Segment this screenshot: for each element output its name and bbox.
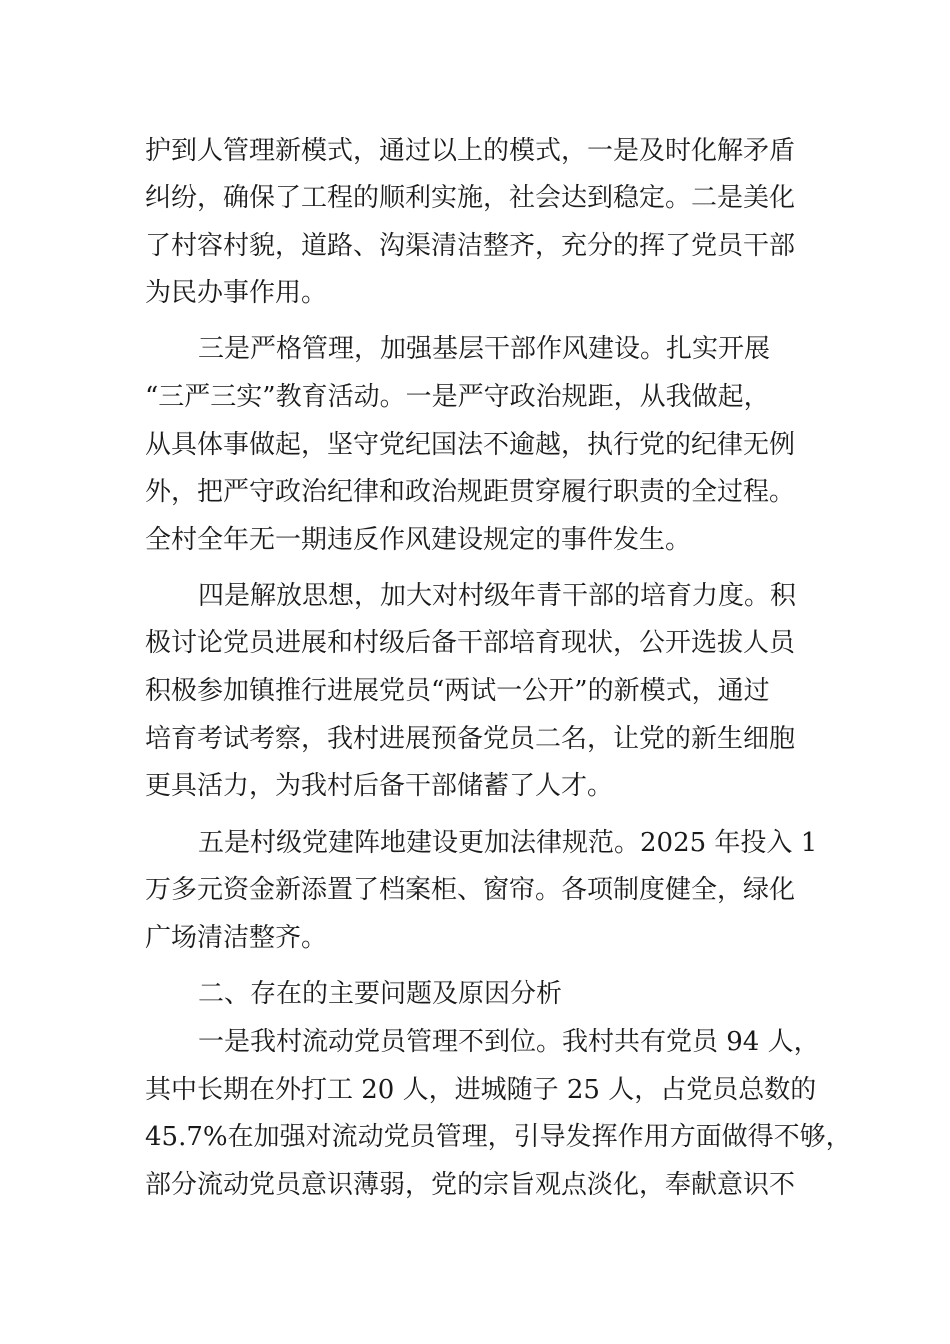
paragraph-start-line: 一是我村流动党员管理不到位。我村共有党员 94 人， [198,1027,820,1057]
text-line: 万多元资金新添置了档案柜、窗帘。各项制度健全，绿化 [145,875,796,905]
text-line: 更具活力，为我村后备干部储蓄了人才。 [145,771,614,801]
paragraph-start-line: 五是村级党建阵地建设更加法律规范。2025 年投入 1 [198,828,818,858]
text-line: 了村容村貌，道路、沟渠清洁整齐，充分的挥了党员干部 [145,231,796,261]
paragraph-start-line: 三是严格管理，加强基层干部作风建设。扎实开展 [198,334,771,364]
text-line: 45.7%在加强对流动党员管理，引导发挥作用方面做得不够， [145,1122,852,1152]
text-line: 护到人管理新模式，通过以上的模式，一是及时化解矛盾 [145,136,796,166]
text-line: 极讨论党员进展和村级后备干部培育现状，公开选拔人员 [145,628,796,658]
text-line: 全村全年无一期违反作风建设规定的事件发生。 [145,525,692,555]
text-line: 为民办事作用。 [145,278,328,308]
paragraph-start-line: 四是解放思想，加大对村级年青干部的培育力度。积 [198,581,797,611]
text-line: 积极参加镇推行进展党员“两试一公开”的新模式，通过 [145,676,770,706]
text-line: 纠纷，确保了工程的顺利实施，社会达到稳定。二是美化 [145,183,796,213]
section-heading: 二、存在的主要问题及原因分析 [198,979,563,1009]
text-line: “三严三实”教育活动。一是严守政治规距，从我做起， [145,382,770,412]
text-line: 其中长期在外打工 20 人，进城随子 25 人，占党员总数的 [145,1075,817,1105]
text-line: 外，把严守政治纪律和政治规距贯穿履行职责的全过程。 [145,477,796,507]
text-line: 部分流动党员意识薄弱，党的宗旨观点淡化，奉献意识不 [145,1170,796,1200]
text-line: 培育考试考察，我村进展预备党员二名，让党的新生细胞 [145,724,796,754]
text-line: 广场清洁整齐。 [145,923,328,953]
text-line: 从具体事做起，坚守党纪国法不逾越，执行党的纪律无例 [145,430,796,460]
